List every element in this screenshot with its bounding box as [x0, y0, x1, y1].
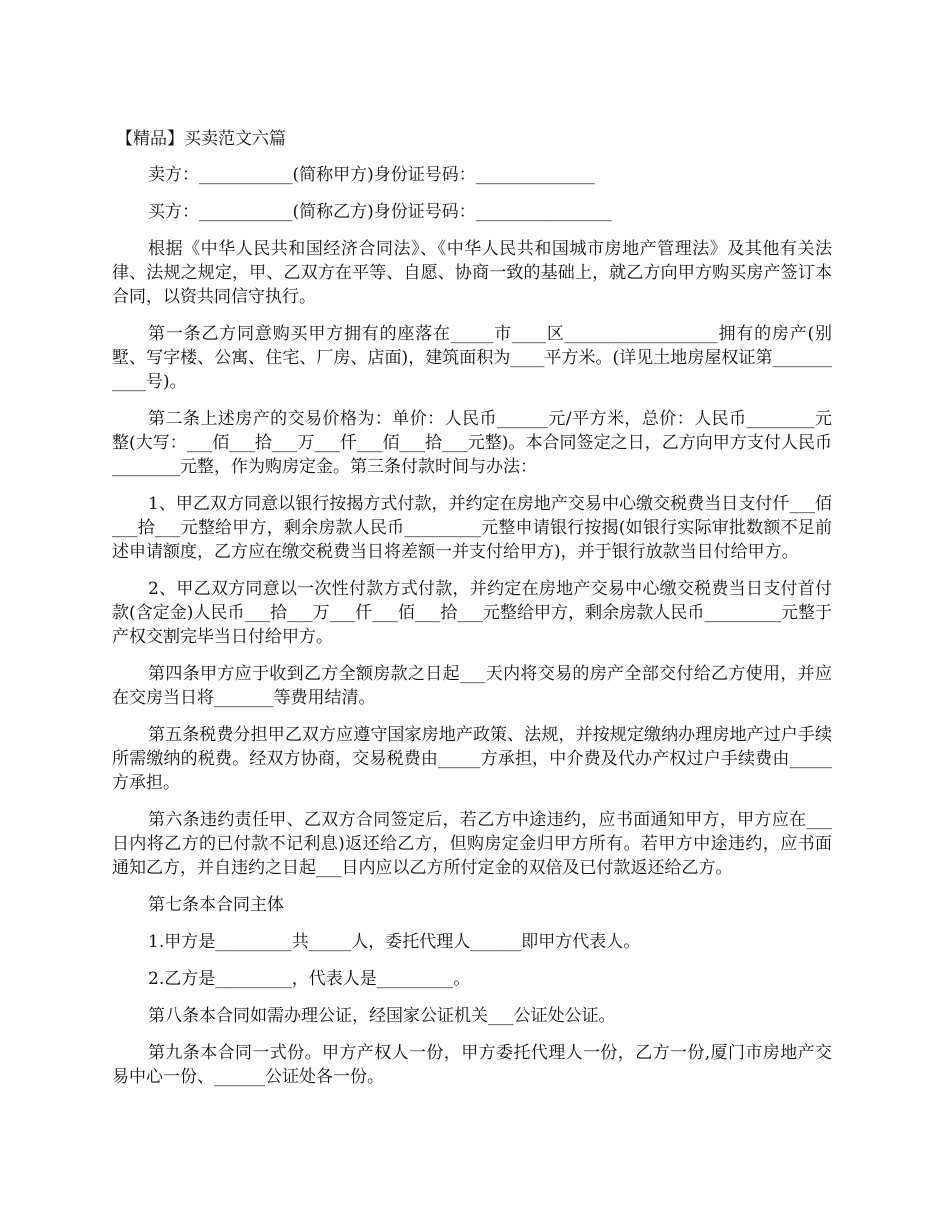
article-2-paragraph: 第二条上述房产的交易价格为：单价：人民币______元/平方米，总价：人民币________元整(大写：___佰___拾___万___仟___佰___拾___元整)。本合同签定之日，乙方向甲方支付人民币________元整，作为购房定金。第三条付款时间与办法： [112, 409, 832, 477]
preamble-paragraph: 根据《中华人民共和国经济合同法》、《中华人民共和国城市房地产管理法》及其他有关法律、法规之规定，甲、乙双方在平等、自愿、协商一致的基础上，就乙方向甲方购买房产签订本合同，以资共同信守执行。 [112, 239, 832, 307]
article-8-paragraph: 第八条本合同如需办理公证，经国家公证机关___公证处公证。 [148, 1006, 616, 1026]
seller-line: 卖方：___________(简称甲方)身份证号码：______________ [148, 165, 595, 185]
article-1-paragraph: 第一条乙方同意购买甲方拥有的座落在_____市____区__________________拥有的房产(别墅、写字楼、公寓、住宅、厂房、店面)，建筑面积为____平方米。(详见土地房屋权证第___________号)。 [112, 324, 832, 392]
article-6-paragraph: 第六条违约责任甲、乙双方合同签定后，若乙方中途违约，应书面通知甲方，甲方应在___日内将乙方的已付款不记利息)返还给乙方，但购房定金归甲方所有。若甲方中途违约，应书面通知乙方，并自违约之日起___日内应以乙方所付定金的双倍及已付款返还给乙方。 [112, 810, 832, 878]
article-9-paragraph: 第九条本合同一式份。甲方产权人一份，甲方委托代理人一份，乙方一份,厦门市房地产交易中心一份、______公证处各一份。 [112, 1043, 832, 1087]
article-5-paragraph: 第五条税费分担甲乙双方应遵守国家房地产政策、法规，并按规定缴纳办理房地产过户手续所需缴纳的税费。经双方协商，交易税费由_____方承担，中介费及代办产权过户手续费由_____方承担。 [112, 725, 832, 793]
payment-option-2-paragraph: 2、甲乙双方同意以一次性付款方式付款，并约定在房地产交易中心缴交税费当日支付首付款(含定金)人民币___拾___万___仟___佰___拾___元整给甲方，剩余房款人民币_________元整于产权交割完毕当日付给甲方。 [112, 579, 832, 647]
party-a-line: 1.甲方是_________共_____人，委托代理人______即甲方代表人。 [148, 932, 641, 952]
document-title: 【精品】买卖范文六篇 [116, 129, 286, 149]
document-body [112, 126, 832, 1102]
payment-option-1-paragraph: 1、甲乙双方同意以银行按揭方式付款，并约定在房地产交易中心缴交税费当日支付仟___佰___拾___元整给甲方，剩余房款人民币_________元整申请银行按揭(如银行实际审批数额不足前述申请额度，乙方应在缴交税费当日将差额一并支付给甲方)，并于银行放款当日付给甲方。 [112, 494, 832, 562]
article-4-paragraph: 第四条甲方应于收到乙方全额房款之日起___天内将交易的房产全部交付给乙方使用，并应在交房当日将_______等费用结清。 [112, 664, 832, 708]
party-b-line: 2.乙方是_________，代表人是_________。 [148, 969, 471, 989]
article-7-heading: 第七条本合同主体 [148, 895, 284, 915]
buyer-line: 买方：___________(简称乙方)身份证号码：________________ [148, 202, 612, 222]
